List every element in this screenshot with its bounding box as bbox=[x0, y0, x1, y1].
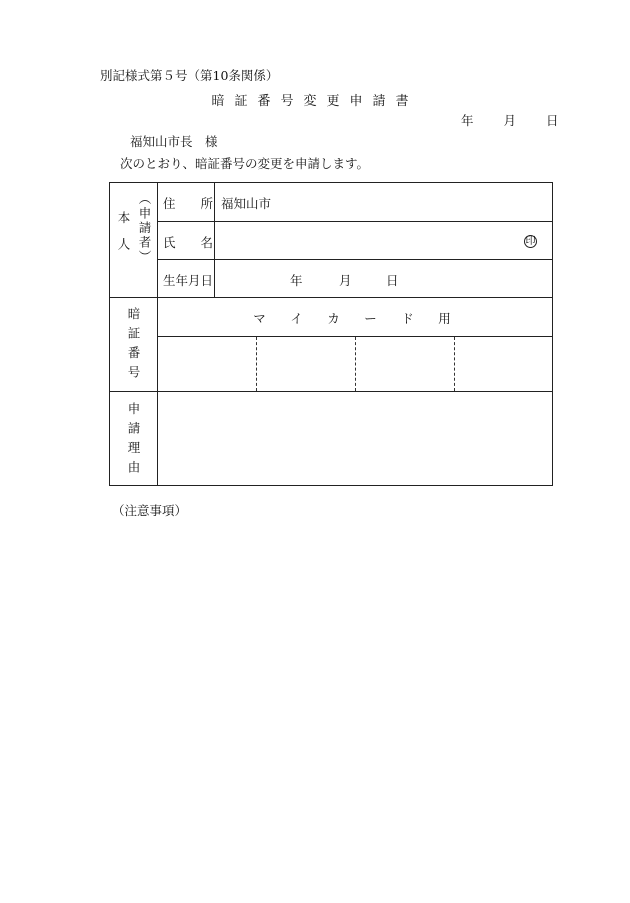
seal-mark: 印 bbox=[525, 236, 536, 247]
intro-text: 次のとおり、暗証番号の変更を申請します。 bbox=[120, 156, 370, 171]
addressee: 福知山市長 様 bbox=[130, 134, 218, 149]
my-card-column-header: マ イ カ ー ド 用 bbox=[253, 311, 457, 326]
address-label: 住 所 bbox=[163, 196, 214, 211]
column-divider bbox=[157, 183, 158, 485]
application-form-table bbox=[109, 182, 553, 486]
date-month-label: 月 bbox=[503, 113, 517, 128]
row-divider bbox=[110, 391, 552, 392]
row-divider bbox=[157, 221, 552, 222]
pin-digit-divider bbox=[454, 337, 455, 391]
birthdate-label: 生年月日 bbox=[163, 273, 214, 288]
row-divider bbox=[110, 297, 552, 298]
birthdate-year-label: 年 bbox=[290, 273, 303, 288]
pin-digit-divider bbox=[256, 337, 257, 391]
name-label: 氏 名 bbox=[163, 235, 214, 250]
date-line bbox=[461, 111, 559, 129]
notes-heading: （注意事項） bbox=[112, 503, 188, 518]
column-divider bbox=[214, 183, 215, 297]
applicant-label-outer: 本人 bbox=[116, 211, 131, 264]
date-year-label: 年 bbox=[461, 113, 474, 128]
document-title: 暗証番号変更申請書 bbox=[211, 94, 419, 109]
birthdate-day-label: 日 bbox=[386, 273, 399, 288]
date-day-label: 日 bbox=[546, 113, 559, 128]
row-divider bbox=[157, 259, 552, 260]
pin-label: 暗証番号 bbox=[126, 307, 141, 385]
address-value[interactable]: 福知山市 bbox=[221, 196, 272, 211]
pin-digit-divider bbox=[355, 337, 356, 391]
applicant-label-inner: （申請者） bbox=[137, 192, 152, 265]
birthdate-month-label: 月 bbox=[339, 273, 352, 288]
reason-label: 申請理由 bbox=[126, 402, 141, 480]
form-reference: 別記様式第５号（第10条関係） bbox=[100, 68, 279, 83]
